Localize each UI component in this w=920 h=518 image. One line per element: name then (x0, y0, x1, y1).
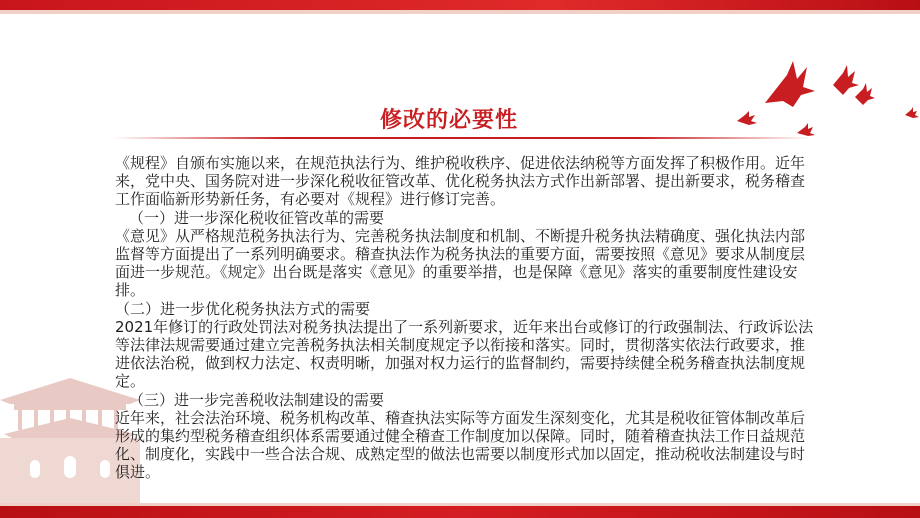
dove-icon (855, 83, 875, 105)
dove-icon (833, 65, 859, 95)
dove-icon (737, 111, 757, 125)
paragraph-intro: 《规程》自颁布实施以来，在规范执法行为、维护税收秩序、促进依法纳税等方面发挥了积极作用。近年来，党中央、国务院对进一步深化税收征管改革、优化税务执法方式作出新部署、提出新要求，税务稽查工作面临新形势新任务，有必要对《规程》进行修订完善。 (115, 154, 806, 209)
bottom-frame-band (0, 506, 920, 518)
section-heading-3: （三）进一步完善税收法制建设的需要 (129, 390, 385, 409)
body-text (115, 154, 815, 482)
flying-doves-illustration (735, 55, 920, 150)
title-divider (112, 137, 812, 139)
paragraph-section-2: 2021年修订的行政处罚法对税务执法提出了一系列新要求，近年来出台或修订的行政强制法、行政诉讼法等法律法规需要通过建立完善税务执法相关制度规定予以衔接和落实。同时，贯彻落实依法行政要求，推进依法治税，做到权力法定、权责明晰，加强对权力运行的监督制约，需要持续健全税务稽查执法制度规定。 (115, 317, 814, 391)
paragraph-section-3: 近年来，社会法治环境、税务机构改革、稽查执法实际等方面发生深刻变化，尤其是税收征管体制改革后形成的集约型税务稽查组织体系需要通过健全稽查工作制度加以保障。同时，随着稽查执法工作日益规范化、制度化，实践中一些合法合规、成熟定型的做法也需要以制度形式加以固定，推动税收法制建设与时俱进。 (115, 408, 806, 482)
section-heading-2: （二）进一步优化税务执法方式的需要 (115, 299, 371, 318)
page-title: 修改的必要性 (380, 108, 519, 133)
section-heading-1: （一）进一步深化税收征管改革的需要 (129, 208, 385, 227)
dove-icon (905, 107, 919, 118)
dove-icon (797, 123, 815, 136)
dove-icon (765, 61, 815, 107)
top-frame-band (0, 0, 920, 10)
top-frame-stripe (0, 10, 920, 14)
paragraph-section-1: 《意见》从严格规范税务执法行为、完善税务执法制度和机制、不断提升税务执法精确度、强化执法内部监督等方面提出了一系列明确要求。稽查执法作为税务执法的重要方面，需要按照《意见》要求从制度层面进一步规范。《规定》出台既是落实《意见》的重要举措，也是保障《意见》落实的重要制度性建设安排。 (115, 226, 806, 300)
